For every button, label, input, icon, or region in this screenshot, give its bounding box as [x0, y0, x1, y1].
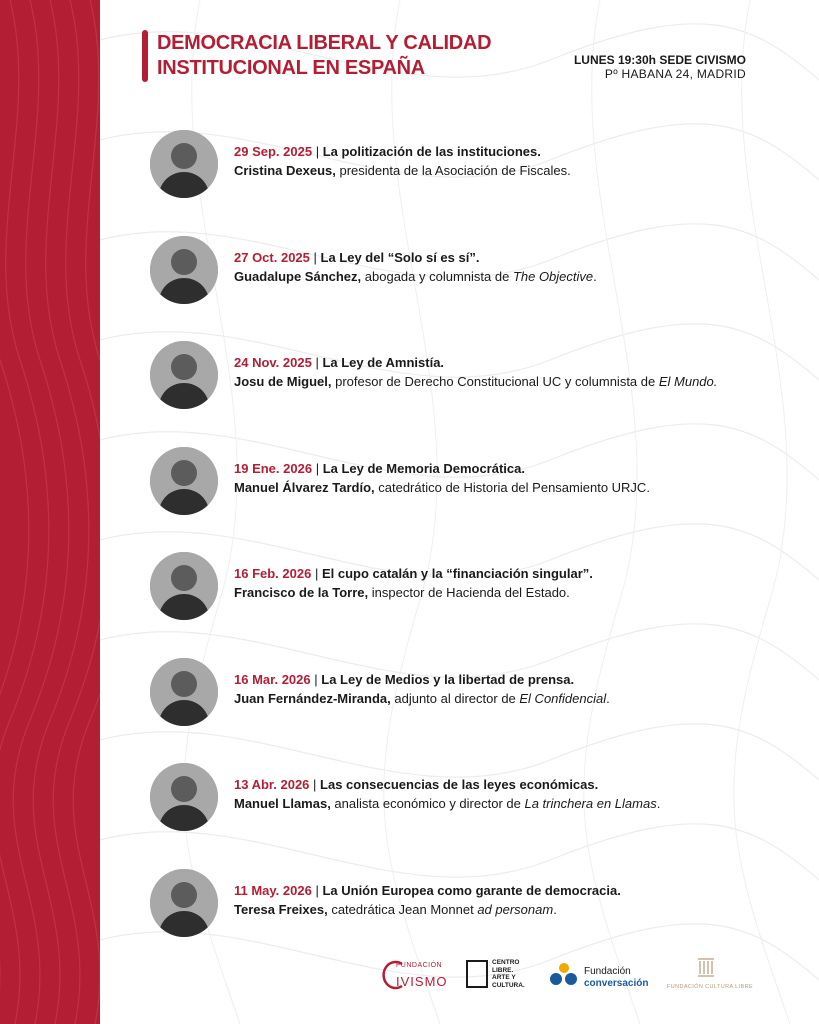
clac-box-icon: [466, 960, 488, 988]
session-speaker-line: [234, 161, 774, 180]
speaker-role: inspector de Hacienda del Estado.: [368, 585, 570, 600]
page-title-line1: DEMOCRACIA LIBERAL Y CALIDAD: [157, 32, 492, 54]
speaker-name: Cristina Dexeus,: [234, 163, 336, 178]
clac-line: CULTURA.: [492, 981, 525, 989]
session-topic: La Ley de Medios y la libertad de prensa.: [321, 671, 575, 687]
speaker-publication: ad personam: [477, 901, 554, 917]
session-date: 27 Oct. 2025: [234, 249, 310, 265]
column-icon: [695, 956, 717, 978]
conversacion-line1: Fundación: [584, 966, 631, 977]
conversacion-bubbles-icon: [548, 962, 580, 988]
logo-clac: [466, 952, 538, 998]
session-separator: |: [315, 460, 323, 476]
speaker-publication: El Mundo.: [658, 374, 718, 389]
session-info: [234, 670, 774, 708]
session-separator: |: [313, 777, 321, 792]
speaker-photo: [150, 763, 218, 831]
speaker-name: Francisco de la Torre,: [234, 585, 369, 600]
session-headline: [234, 353, 774, 372]
speaker-role: analista económico y director de: [330, 796, 525, 811]
speaker-portrait-icon: [150, 658, 218, 726]
speaker-photo: [150, 658, 218, 726]
speaker-photo: [150, 130, 218, 198]
speaker-role: catedrática Jean Monnet: [327, 901, 478, 917]
session-item: [150, 869, 770, 939]
session-info: [234, 353, 774, 391]
session-topic: Las consecuencias de las leyes económicas.: [320, 777, 599, 792]
clac-text: [492, 959, 525, 989]
speaker-role-end: .: [553, 901, 557, 917]
session-headline: [234, 881, 774, 900]
sponsor-logos: [370, 952, 790, 1002]
speaker-publication: El Confidencial: [519, 690, 607, 706]
session-separator: |: [315, 144, 323, 159]
speaker-portrait-icon: [150, 236, 218, 304]
session-separator: |: [315, 882, 323, 898]
session-item: [150, 447, 770, 517]
session-date: 13 Abr. 2026: [234, 777, 310, 792]
speaker-publication: La trinchera en Llamas: [524, 796, 657, 811]
speaker-name: Juan Fernández-Miranda,: [234, 690, 391, 706]
speaker-role: profesor de Derecho Constitucional UC y columnista de: [331, 374, 659, 389]
speaker-photo: [150, 236, 218, 304]
session-item: [150, 763, 770, 833]
session-headline: [234, 459, 774, 478]
session-separator: |: [314, 566, 322, 581]
title-accent-bar: [142, 30, 148, 82]
speaker-role-end: .: [656, 796, 661, 811]
session-separator: |: [313, 249, 321, 265]
session-item: [150, 341, 770, 411]
logo-fundacion-civismo: [378, 952, 458, 998]
session-topic: La Ley de Amnistía.: [322, 355, 445, 370]
venue-info: [574, 53, 746, 81]
speaker-name: Teresa Freixes,: [234, 901, 328, 917]
civismo-top-text: FUNDACIÓN: [396, 962, 443, 969]
session-speaker-line: [234, 689, 774, 708]
session-headline: [234, 670, 774, 689]
session-speaker-line: [234, 900, 774, 919]
session-info: [234, 459, 774, 497]
session-info: [234, 564, 774, 602]
logo-fundacion-cultura-libre: [655, 952, 765, 998]
civismo-bottom-text: IVISMO: [396, 974, 448, 989]
session-date: 11 May. 2026: [234, 882, 312, 898]
speaker-portrait-icon: [150, 552, 218, 620]
session-headline: [234, 775, 774, 794]
session-topic: La Ley de Memoria Democrática.: [322, 460, 525, 476]
left-red-band: [0, 0, 100, 1024]
session-date: 24 Nov. 2025: [234, 355, 312, 370]
speaker-photo: [150, 447, 218, 515]
speaker-role: adjunto al director de: [390, 690, 520, 706]
speaker-role: catedrático de Historia del Pensamiento URJC.: [374, 479, 650, 495]
band-wave-pattern: [0, 0, 100, 1024]
speaker-publication: The Objective: [512, 268, 594, 284]
speaker-name: Guadalupe Sánchez,: [234, 268, 362, 284]
session-speaker-line: [234, 267, 774, 286]
speaker-portrait-icon: [150, 869, 218, 937]
session-item: [150, 236, 770, 306]
page-title-line2: INSTITUCIONAL EN ESPAÑA: [157, 57, 425, 79]
speaker-portrait-icon: [150, 341, 218, 409]
session-item: [150, 658, 770, 728]
speaker-role-end: .: [593, 268, 597, 284]
speaker-portrait-icon: [150, 130, 218, 198]
session-topic: El cupo catalán y la “financiación singular”.: [321, 566, 593, 581]
session-separator: |: [314, 671, 322, 687]
conversacion-line2: conversación: [584, 978, 649, 989]
speaker-photo: [150, 869, 218, 937]
session-speaker-line: [234, 478, 774, 497]
session-date: 16 Feb. 2026: [234, 566, 312, 581]
session-item: [150, 130, 770, 200]
session-separator: |: [315, 355, 323, 370]
speaker-photo: [150, 341, 218, 409]
speaker-name: Josu de Miguel,: [234, 374, 332, 389]
page-title: [157, 31, 557, 81]
session-item: [150, 552, 770, 622]
session-topic: La Unión Europea como garante de democracia.: [322, 882, 621, 898]
session-date: 19 Ene. 2026: [234, 460, 313, 476]
venue-schedule: LUNES 19:30h SEDE CIVISMO: [573, 53, 746, 67]
speaker-role: presidenta de la Asociación de Fiscales.: [335, 163, 571, 178]
speaker-portrait-icon: [150, 763, 218, 831]
cultura-libre-text: FUNDACIÓN CULTURA LIBRE: [666, 984, 754, 990]
speaker-portrait-icon: [150, 447, 218, 515]
session-info: [234, 248, 774, 286]
speaker-name: Manuel Álvarez Tardío,: [234, 479, 375, 495]
clac-line: CENTRO: [492, 959, 520, 966]
speaker-role-end: .: [606, 690, 610, 706]
session-date: 16 Mar. 2026: [234, 671, 311, 687]
speaker-photo: [150, 552, 218, 620]
speaker-name: Manuel Llamas,: [234, 796, 331, 811]
session-topic: La Ley del “Solo sí es sí”.: [320, 249, 480, 265]
session-speaker-line: [234, 583, 774, 602]
session-speaker-line: [234, 794, 774, 813]
clac-line: LIBRE.: [492, 966, 514, 974]
clac-line: ARTE Y: [492, 974, 516, 981]
logo-fundacion-conversacion: [548, 952, 658, 998]
session-topic: La politización de las instituciones.: [322, 144, 541, 159]
session-headline: [234, 248, 774, 267]
session-info: [234, 142, 774, 180]
venue-address: Pº HABANA 24, MADRID: [604, 67, 746, 81]
session-date: 29 Sep. 2025: [234, 144, 313, 159]
session-headline: [234, 142, 774, 161]
speaker-role: abogada y columnista de: [361, 268, 513, 284]
session-speaker-line: [234, 372, 774, 391]
session-info: [234, 775, 774, 813]
session-headline: [234, 564, 774, 583]
session-info: [234, 881, 774, 919]
